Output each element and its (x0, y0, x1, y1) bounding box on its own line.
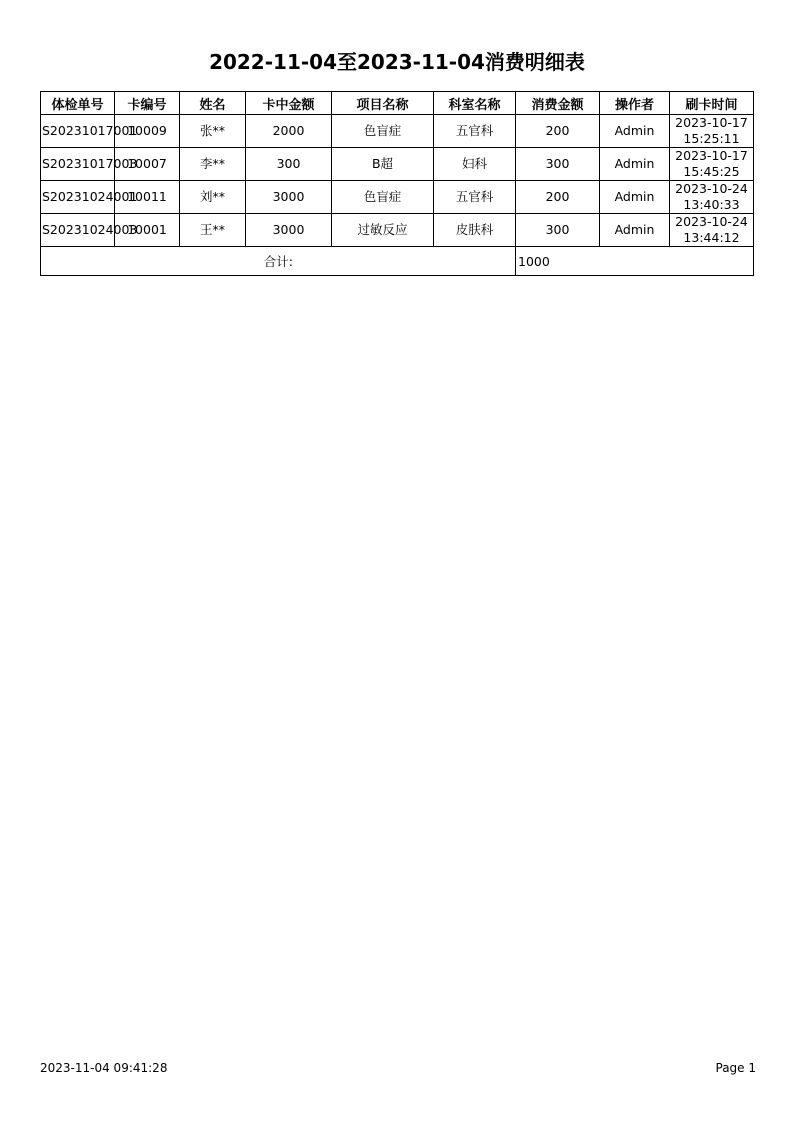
cell-department: 妇科 (434, 148, 516, 181)
cell-exam-no: S20231017001 (41, 115, 115, 148)
cell-card-balance: 3000 (246, 181, 332, 214)
cell-amount: 200 (516, 115, 600, 148)
cell-exam-no: S20231024001 (41, 181, 115, 214)
table-row (41, 214, 754, 247)
cell-amount: 200 (516, 181, 600, 214)
header-amount: 消费金额 (516, 92, 600, 115)
cell-card-no: 10011 (115, 181, 180, 214)
cell-amount: 300 (516, 148, 600, 181)
cell-operator: Admin (600, 148, 670, 181)
cell-swipe-time: 2023-10-17 15:45:25 (670, 148, 754, 181)
cell-card-no: 10007 (115, 148, 180, 181)
cell-card-no: 10009 (115, 115, 180, 148)
cell-card-balance: 3000 (246, 214, 332, 247)
cell-card-balance: 2000 (246, 115, 332, 148)
table-row (41, 181, 754, 214)
cell-exam-no: S20231024003 (41, 214, 115, 247)
header-name: 姓名 (180, 92, 246, 115)
header-operator: 操作者 (600, 92, 670, 115)
cell-operator: Admin (600, 181, 670, 214)
table-header-row (41, 92, 754, 115)
header-swipe-time: 刷卡时间 (670, 92, 754, 115)
cell-item-name: 色盲症 (332, 115, 434, 148)
header-department: 科室名称 (434, 92, 516, 115)
table-row (41, 148, 754, 181)
cell-name: 刘** (180, 181, 246, 214)
cell-operator: Admin (600, 214, 670, 247)
cell-amount: 300 (516, 214, 600, 247)
page-number: Page 1 (715, 1061, 756, 1075)
header-exam-no: 体检单号 (41, 92, 115, 115)
cell-department: 皮肤科 (434, 214, 516, 247)
total-row (41, 247, 754, 276)
cell-department: 五官科 (434, 181, 516, 214)
print-timestamp: 2023-11-04 09:41:28 (40, 1061, 168, 1075)
header-card-balance: 卡中金额 (246, 92, 332, 115)
cell-operator: Admin (600, 115, 670, 148)
cell-swipe-time: 2023-10-24 13:40:33 (670, 181, 754, 214)
cell-item-name: 色盲症 (332, 181, 434, 214)
table-row (41, 115, 754, 148)
cell-swipe-time: 2023-10-17 15:25:11 (670, 115, 754, 148)
cell-department: 五官科 (434, 115, 516, 148)
cell-name: 王** (180, 214, 246, 247)
cell-swipe-time: 2023-10-24 13:44:12 (670, 214, 754, 247)
cell-card-balance: 300 (246, 148, 332, 181)
cell-exam-no: S20231017003 (41, 148, 115, 181)
cell-card-no: 10001 (115, 214, 180, 247)
cell-item-name: 过敏反应 (332, 214, 434, 247)
consumption-table (40, 91, 754, 276)
header-item-name: 项目名称 (332, 92, 434, 115)
cell-name: 李** (180, 148, 246, 181)
cell-item-name: B超 (332, 148, 434, 181)
cell-name: 张** (180, 115, 246, 148)
report-title: 2022-11-04至2023-11-04消费明细表 (209, 50, 585, 74)
total-label: 合计: (41, 247, 516, 276)
total-value: 1000 (516, 247, 754, 276)
header-card-no: 卡编号 (115, 92, 180, 115)
